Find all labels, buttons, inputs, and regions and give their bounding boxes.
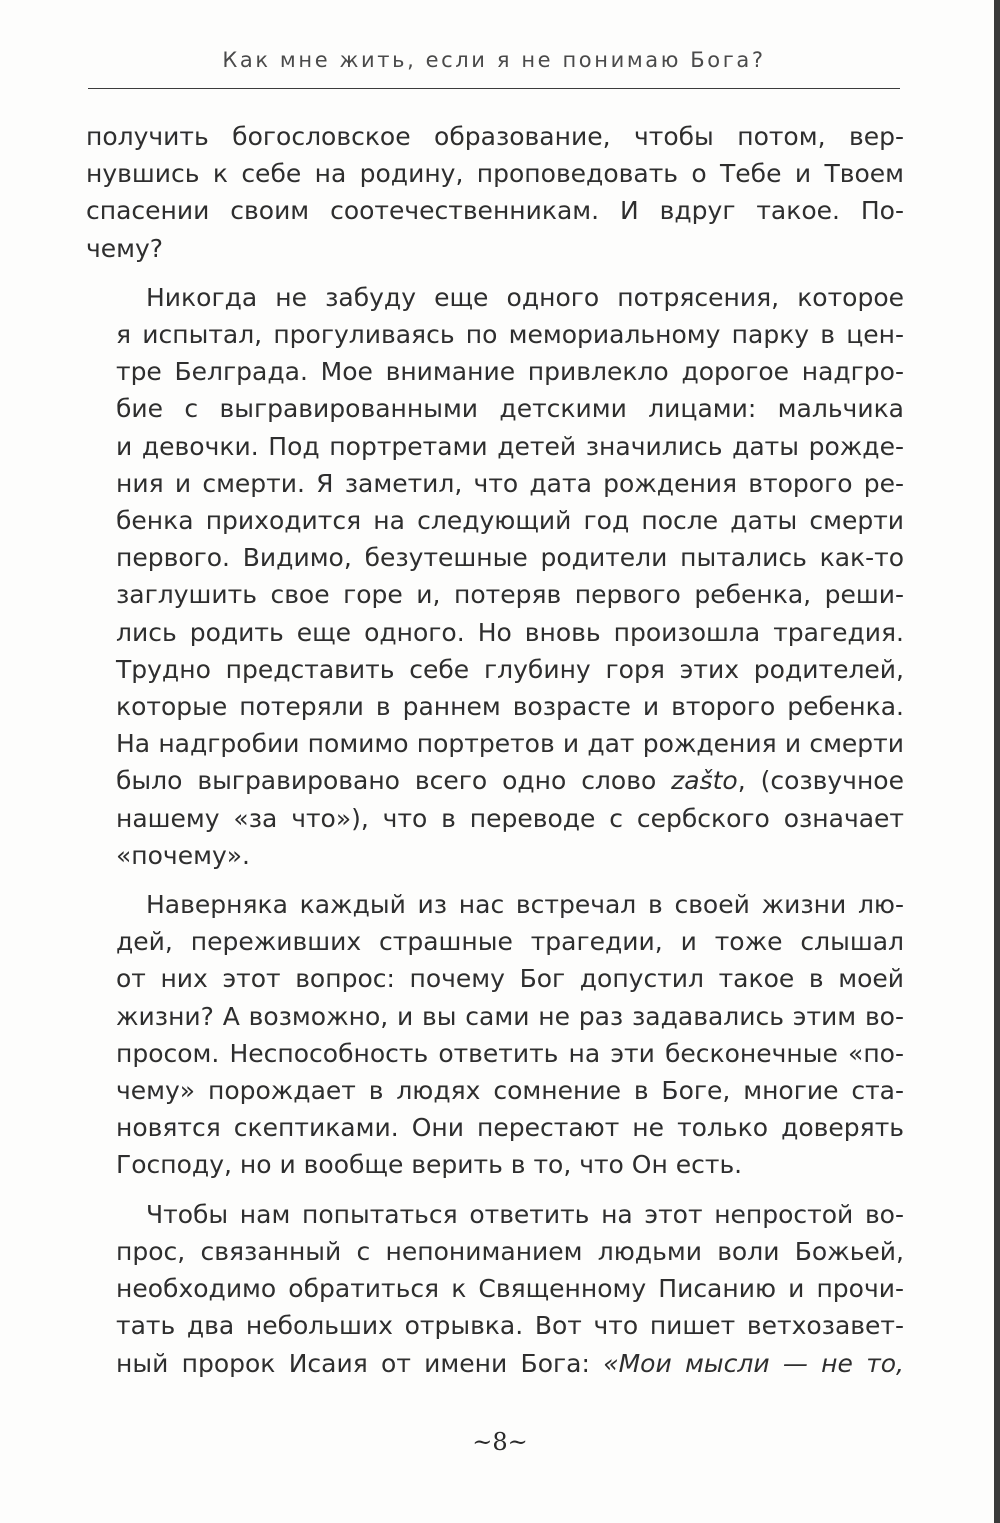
text-line: дей, переживших страшные трагедии, и тоже слышал bbox=[116, 927, 904, 957]
text-line: «почему». bbox=[116, 840, 250, 870]
header-rule bbox=[88, 88, 900, 89]
text-line: чему» порождает в людях сомнение в Боге, многие ста- bbox=[116, 1076, 904, 1106]
text-line: Господу, но и вообще верить в то, что Он есть. bbox=[116, 1150, 743, 1180]
text-line: спасении своим соотечественникам. И вдруг такое. По- bbox=[86, 196, 904, 226]
paragraph-4 bbox=[86, 1196, 904, 1382]
text-run: ный пророк Исаия от имени Бога: bbox=[116, 1348, 604, 1378]
page-edge-shadow bbox=[994, 0, 1000, 1523]
text-line: тать два небольших отрывка. Вот что пишет ветхозавет- bbox=[116, 1311, 904, 1341]
text-run: было выгравировано всего одно слово bbox=[116, 766, 672, 796]
text-line: просом. Неспособность ответить на эти бесконечные «по- bbox=[116, 1038, 904, 1068]
text-line: от них этот вопрос: почему Бог допустил такое в моей bbox=[116, 964, 904, 994]
paragraph-3 bbox=[86, 886, 904, 1184]
text-run: , (созвучное bbox=[737, 766, 904, 796]
body-text bbox=[86, 118, 904, 1382]
text-line: бенка приходится на следующий год после даты смерти bbox=[116, 506, 904, 536]
text-line: заглушить свое горе и, потеряв первого ребенка, реши- bbox=[116, 580, 904, 610]
italic-word: zašto bbox=[671, 766, 738, 796]
paragraph-1 bbox=[86, 118, 904, 267]
text-line: получить богословское образование, чтобы потом, вер- bbox=[86, 122, 904, 151]
text-line: первого. Видимо, безутешные родители пытались как-то bbox=[116, 543, 904, 573]
text-line-with-italic bbox=[86, 762, 904, 799]
text-line: На надгробии помимо портретов и дат рождения и смерти bbox=[116, 729, 904, 759]
text-line: жизни? А возможно, и вы сами не раз задавались этим во- bbox=[116, 1001, 904, 1031]
text-line: Трудно представить себе глубину горя этих родителей, bbox=[116, 654, 904, 684]
text-line: Наверняка каждый из нас встречал в своей жизни лю- bbox=[146, 890, 904, 920]
text-line: нувшись к себе на родину, проповедовать о Тебе и Твоем bbox=[86, 159, 904, 189]
page-number: ~8~ bbox=[472, 1428, 528, 1456]
text-line: новятся скептиками. Они перестают не только доверять bbox=[116, 1113, 904, 1143]
text-line: которые потеряли в раннем возрасте и второго ребенка. bbox=[116, 692, 904, 722]
text-line: бие с выгравированными детскими лицами: мальчика bbox=[116, 394, 904, 424]
text-line: чему? bbox=[86, 233, 164, 263]
text-line: Чтобы нам попытаться ответить на этот непростой во- bbox=[146, 1199, 904, 1229]
paragraph-2 bbox=[86, 279, 904, 874]
text-line: ния и смерти. Я заметил, что дата рождения второго ре- bbox=[116, 468, 904, 498]
text-line: лись родить еще одного. Но вновь произошла трагедия. bbox=[116, 617, 904, 647]
text-line: прос, связанный с непониманием людьми воли Божьей, bbox=[116, 1236, 904, 1266]
text-line: Никогда не забуду еще одного потрясения, которое bbox=[146, 282, 904, 312]
text-line: необходимо обратиться к Священному Писанию и прочи- bbox=[116, 1274, 904, 1304]
text-line-with-italic bbox=[86, 1345, 904, 1382]
text-line: и девочки. Под портретами детей значились даты рожде- bbox=[116, 431, 904, 461]
text-line: тре Белграда. Мое внимание привлекло дорогое надгро- bbox=[116, 357, 904, 387]
text-line: нашему «за что»), что в переводе с сербского означает bbox=[116, 803, 904, 833]
running-head: Как мне жить, если я не понимаю Бога? bbox=[222, 48, 766, 72]
text-line: я испытал, прогуливаясь по мемориальному парку в цен- bbox=[116, 320, 904, 350]
italic-quote: «Мои мысли — не то, bbox=[603, 1348, 904, 1378]
